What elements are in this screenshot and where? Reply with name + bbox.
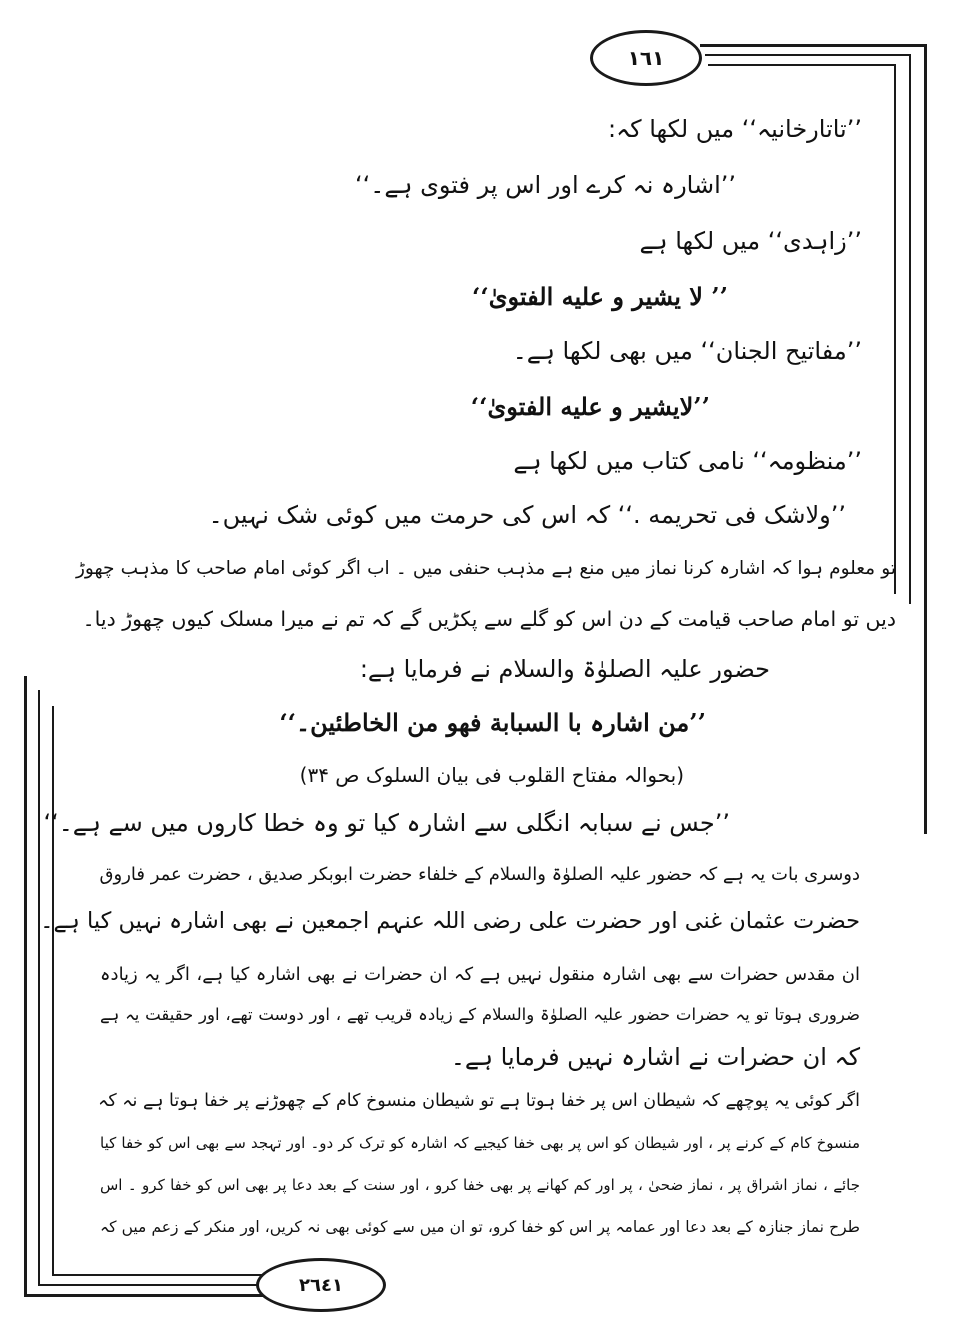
text-line-19: کہ ان حضرات نے اشارہ نہیں فرمایا ہے۔	[450, 1043, 860, 1071]
frame-bottom-line-inner	[38, 1284, 264, 1286]
text-line-6: ’’لایشیر و علیه الفتویٰ‘‘	[470, 392, 710, 421]
text-line-15: دوسری بات یہ ہے کہ حضور علیہ الصلوٰۃ والسلام کے خلفاء حضرت ابوبکر صدیق ، حضرت عمر فاروق	[99, 864, 860, 885]
text-line-20: اگر کوئی یہ پوچھے کہ شیطان اس پر خفا ہوتا ہے تو شیطان منسوخ کام کے چھوڑنے پر خفا ہوتا ہے نہ کہ	[98, 1091, 860, 1111]
text-line-1: ’’تاتارخانیہ‘‘ میں لکھا کہ:	[608, 115, 862, 143]
frame-right-line-outer	[924, 44, 927, 834]
frame-bottom-line-third	[52, 1274, 264, 1276]
text-line-17: ان مقدس حضرات سے بھی اشارہ منقول نہیں ہے کہ ان حضرات نے بھی اشارہ کیا ہے، اگر یہ زیادہ	[100, 964, 860, 985]
page-number-top	[590, 30, 702, 86]
text-line-8: ’’ولاشک فی تحریمه .‘‘ کہ اس کی حرمت میں کوئی شک نہیں۔	[208, 501, 846, 529]
text-line-2: ’’اشارہ نہ کرے اور اس پر فتوی ہے۔‘‘	[355, 171, 736, 199]
page-number-top-text: ١٦١	[627, 46, 665, 70]
text-line-22: جائے ، نماز اشراق پر ، نماز ضحیٰ ، پر اور کم کھانے پر بھی خفا کرو ، اور سنت کے بعد دعا پر بھی اس کو خفا کرو ۔ اس	[100, 1176, 860, 1194]
frame-top-line-inner	[705, 54, 911, 56]
text-line-5: ’’مفاتیح الجنان‘‘ میں بھی لکھا ہے۔	[512, 337, 862, 365]
frame-top-line-outer	[700, 44, 926, 47]
text-line-4: ’’ لا یشیر و علیه الفتویٰ‘‘	[472, 282, 728, 311]
text-line-16: حضرت عثمان غنی اور حضرت علی رضی اللہ عنہم اجمعین نے بھی اشارہ نہیں کیا ہے۔	[40, 908, 860, 934]
frame-left-line-third	[52, 706, 54, 1276]
frame-left-line-outer	[24, 676, 27, 1296]
text-line-21: منسوخ کام کے کرنے پر ، اور شیطان کو اس پر بھی خفا کیجیے کہ اشارہ کو ترک کر دو۔ اور تہجد سے بھی اس کو خفا کیا	[100, 1134, 860, 1152]
page-number-bottom-text: ٢٦٤١	[299, 1274, 343, 1296]
frame-top-line-third	[708, 64, 896, 66]
text-line-23: طرح نماز جنازہ کے بعد دعا اور عمامہ پر اس کو خفا کرو، تو ان میں سے کوئی بھی نہ کریں، اور منکر کے زعم میں کہ	[100, 1218, 860, 1236]
text-line-11: حضور علیہ الصلوٰۃ والسلام نے فرمایا ہے:	[359, 655, 770, 683]
text-line-13: (بحوالہ مفتاح القلوب فی بیان السلوک ص ۳۴)	[299, 763, 684, 787]
text-line-9: تو معلوم ہوا کہ اشارہ کرنا نماز میں منع ہے مذہب حنفی میں ۔ اب اگر کوئی امام صاحب کا مذہب چھوڑ	[76, 558, 896, 579]
text-line-10: دیں تو امام صاحب قیامت کے دن اس کو گلے سے پکڑیں گے کہ تم نے میرا مسلک کیوں چھوڑ دیا۔	[82, 607, 896, 631]
frame-left-line-inner	[38, 690, 40, 1286]
text-line-14: ’’جس نے سبابہ انگلی سے اشارہ کیا تو وہ خطا کاروں میں سے ہے۔‘‘	[43, 809, 730, 837]
page-number-bottom	[256, 1258, 386, 1312]
frame-right-line-third	[894, 64, 896, 594]
frame-right-line-inner	[909, 54, 911, 604]
text-line-7: ’’منظومہ‘‘ نامی کتاب میں لکھا ہے	[513, 447, 862, 475]
text-line-18: ضروری ہوتا تو یہ حضرات حضور علیہ الصلوٰۃ والسلام کے زیادہ قریب تھے ، اور دوست تھے، اور حقیقت یہ ہے	[100, 1005, 860, 1024]
text-line-3: ’’زاہدی‘‘ میں لکھا ہے	[639, 227, 862, 255]
text-line-12: ’’من اشارہ با السبابة فهو من الخاطئین۔‘‘	[279, 708, 706, 737]
frame-bottom-line-outer	[24, 1294, 268, 1297]
